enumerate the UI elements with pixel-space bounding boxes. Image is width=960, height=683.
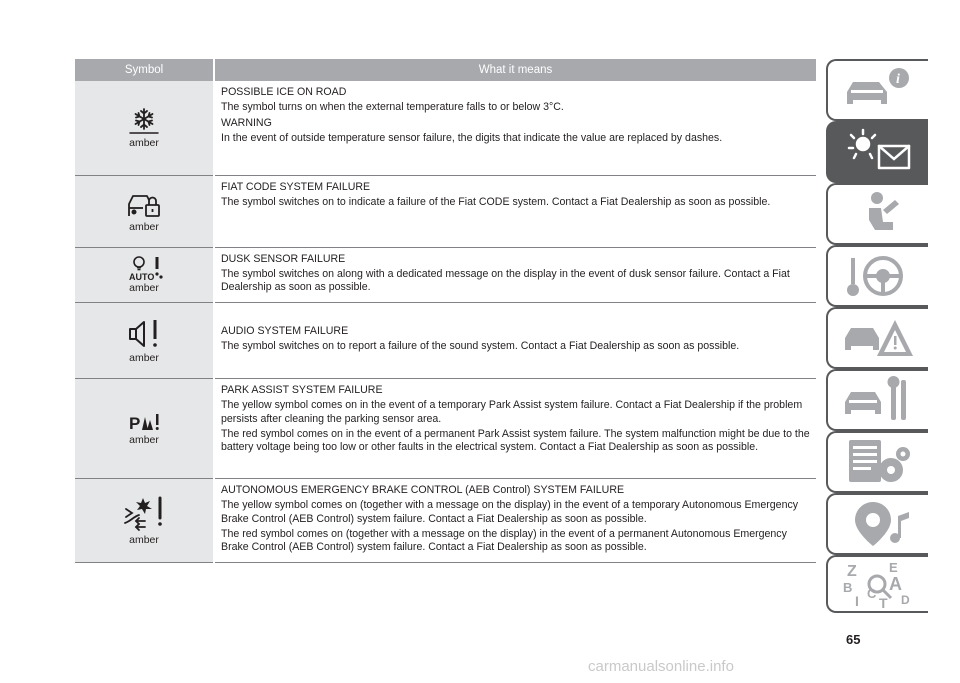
symbol-color-label: amber (129, 433, 159, 446)
symbol-cell (75, 175, 214, 247)
row-text: The symbol switches on to indicate a failure of the Fiat CODE system. Contact a Fiat Dealership as soon as possible. (221, 195, 771, 208)
row-text: The yellow symbol comes on in the event of a temporary Park Assist system failure. Contact a Fiat Dealership if the problem persists after cleaning the parking sensor area. (221, 399, 803, 425)
chapter-tab-servicing-maintenance[interactable] (826, 369, 928, 431)
symbol-color-label: amber (129, 137, 159, 150)
description-cell (214, 302, 816, 378)
symbol-cell (75, 302, 214, 378)
index-letter: Z (847, 563, 857, 580)
park-icon-letter: P (129, 413, 141, 433)
chapter-tab-car-info[interactable] (826, 59, 928, 121)
row-title: PARK ASSIST SYSTEM FAILURE (221, 383, 383, 396)
table-row (75, 81, 816, 175)
row-warning-heading: WARNING (221, 116, 272, 129)
description-cell (214, 247, 816, 302)
table-row (75, 378, 816, 478)
table-header-row (75, 59, 816, 81)
chapter-tab-safety[interactable] (826, 183, 928, 245)
symbol-cell (75, 478, 214, 562)
row-text: The symbol switches on along with a dedicated message on the display in the event of dusk sensor failure. Contact a Fiat Dealership as soon as possible. (221, 267, 790, 294)
symbol-color-label: amber (129, 282, 159, 295)
chapter-sidebar (826, 55, 932, 615)
auto-lamp-warning-icon (122, 255, 166, 281)
row-text: The red symbol comes on in the event of a permanent Park Assist system failure. The system malfunction might be due to the battery voltage being too low or other faults in the electrical system. Contact a Fiat Dealership as soon as possible. (221, 427, 810, 454)
chapter-tab-technical-data[interactable] (826, 431, 928, 493)
car-info-icon (839, 64, 917, 116)
car-service-tools-icon (839, 374, 917, 426)
warning-lights-table (75, 59, 816, 563)
header-symbol: Symbol (75, 59, 214, 81)
table-row (75, 175, 816, 247)
warning-lights-messages-icon (839, 126, 917, 178)
snowflake-ice-icon (127, 106, 161, 136)
symbol-cell (75, 247, 214, 302)
collision-brake-warning-icon (121, 495, 167, 533)
svg-text:i: i (896, 72, 900, 87)
index-letter: I (855, 593, 859, 609)
row-title: AUDIO SYSTEM FAILURE (221, 324, 349, 337)
description-cell (214, 478, 816, 562)
row-text: The symbol turns on when the external temperature falls to or below 3°C. (221, 101, 564, 114)
row-title: AUTONOMOUS EMERGENCY BRAKE CONTROL (AEB Control) SYSTEM FAILURE (221, 483, 625, 496)
table-row (75, 302, 816, 378)
chapter-tab-multimedia[interactable] (826, 493, 928, 555)
symbol-cell (75, 81, 214, 175)
row-title: FIAT CODE SYSTEM FAILURE (221, 180, 371, 193)
row-title: DUSK SENSOR FAILURE (221, 252, 346, 265)
index-letter: C (867, 586, 877, 601)
table-row (75, 247, 816, 302)
index-letter: E (889, 560, 898, 575)
header-meaning: What it means (214, 59, 816, 81)
index-letter: B (843, 580, 853, 595)
description-cell (214, 81, 816, 175)
chapter-tab-in-an-emergency[interactable] (826, 307, 928, 369)
watermark: carmanualsonline.info (588, 658, 734, 675)
table-row (75, 478, 816, 562)
row-title: POSSIBLE ICE ON ROAD (221, 86, 347, 98)
symbol-cell (75, 378, 214, 478)
warning-lights-table-area (75, 59, 816, 563)
symbol-color-label: amber (129, 351, 159, 364)
accident-warning-icon (839, 312, 917, 364)
seat-airbag-icon (839, 188, 917, 240)
multimedia-music-icon (839, 498, 917, 550)
steering-wheel-key-icon (839, 250, 917, 302)
description-cell (214, 175, 816, 247)
speaker-warning-icon (124, 317, 164, 351)
technical-data-gears-icon (839, 436, 917, 488)
index-letter: D (901, 593, 910, 607)
symbol-color-label: amber (129, 533, 159, 546)
symbol-color-label: amber (129, 220, 159, 233)
auto-icon-text: AUTO (129, 272, 155, 282)
chapter-tab-index[interactable] (826, 555, 928, 613)
alphabetical-index-icon (839, 558, 917, 610)
chapter-tab-warning-lights[interactable] (826, 121, 928, 183)
index-letter: A (889, 574, 902, 594)
row-text: The symbol switches on to report a failure of the sound system. Contact a Fiat Dealership as soon as possible. (221, 340, 740, 353)
chapter-tab-starting-driving[interactable] (826, 245, 928, 307)
car-padlock-icon (125, 190, 163, 220)
row-text: The yellow symbol comes on (together with a message on the display) in the event of a temporary Autonomous Emergency Brake Control (AEB Control) system failure. Contact a Fiat Dealership as soon as possible. (221, 499, 799, 525)
park-assist-warning-icon (126, 411, 162, 433)
row-text: In the event of outside temperature sensor failure, the digits that indicate the value are replaced by dashes. (221, 132, 723, 145)
description-cell (214, 378, 816, 478)
row-text: The red symbol comes on (together with a message on the display) in the event of a permanent Autonomous Emergency Brake Control (AEB Control) system failure. Contact a Fiat Dealership as soon as possible. (221, 527, 787, 554)
page-number: 65 (846, 632, 861, 647)
index-letter: T (879, 595, 888, 610)
